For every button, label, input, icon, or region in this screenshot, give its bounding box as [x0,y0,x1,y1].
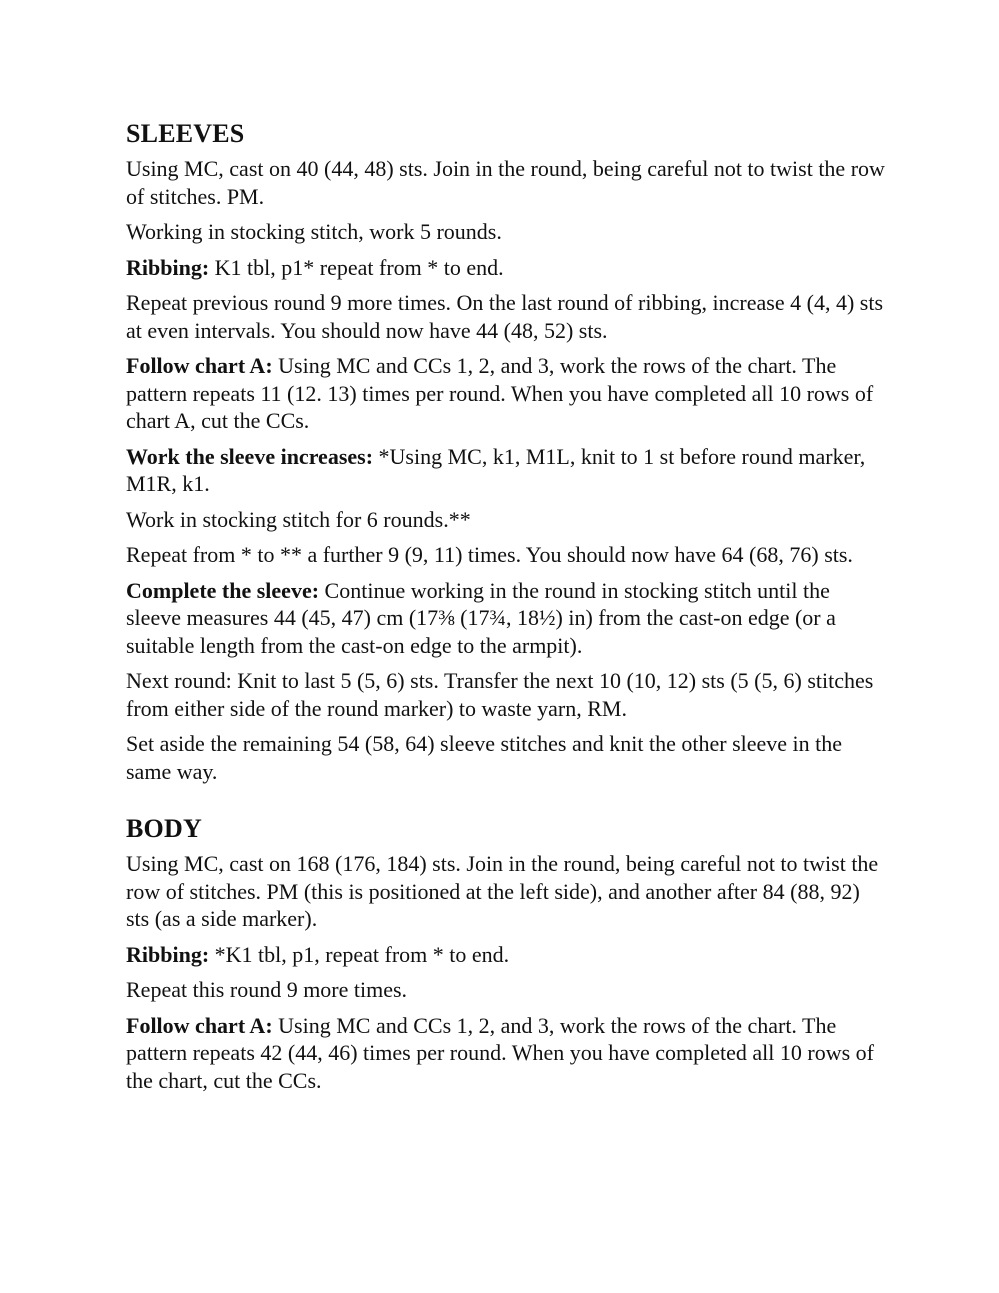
paragraph-lead: Ribbing: [126,254,210,280]
paragraph-text: *K1 tbl, p1, repeat from * to end. [209,941,510,967]
paragraph-text: K1 tbl, p1* repeat from * to end. [209,254,504,280]
paragraph-text: Using MC and CCs 1, 2, and 3, work the rows of the chart. The pattern repeats 42 (44, 46) times per round. When you have completed all 10 rows of the chart, cut the CCs. [126,1012,874,1093]
sleeves-paragraph-5 [126,352,886,435]
body-paragraph-1 [126,850,886,933]
document-page [126,117,886,1102]
sleeves-paragraph-7 [126,506,886,534]
sleeves-heading: SLEEVES [126,119,245,148]
body-paragraph-2 [126,941,886,969]
sleeves-paragraph-3 [126,254,886,282]
paragraph-text: *Using MC, k1, M1L, knit to 1 st before round marker, M1R, k1. [126,443,866,496]
paragraph-text: Using MC and CCs 1, 2, and 3, work the rows of the chart. The pattern repeats 11 (12. 13) times per round. When you have completed all 10 rows of chart A, cut the CCs. [126,353,874,433]
sleeves-paragraph-8 [126,541,886,569]
paragraph-lead: Follow chart A: [126,353,273,378]
paragraph-text: Working in stocking stitch, work 5 rounds. [126,219,502,244]
paragraph-text: Repeat previous round 9 more times. On the last round of ribbing, increase 4 (4, 4) sts at even intervals. You should now have 44 (48, 52) sts. [126,290,884,343]
body-heading: BODY [126,814,202,843]
sleeves-paragraph-9 [126,577,886,660]
paragraph-text: Using MC, cast on 168 (176, 184) sts. Join in the round, being careful not to twist the row of stitches. PM (this is positioned at the left side), and another after 84 (88, 92) sts (as a side marker). [126,851,879,931]
sleeves-paragraph-10 [126,667,886,722]
body-paragraph-3 [126,976,886,1004]
paragraph-lead: Follow chart A: [126,1012,273,1038]
paragraph-text: Next round: Knit to last 5 (5, 6) sts. Transfer the next 10 (10, 12) sts (5 (5, 6) stitches from either side of the round marker) to waste yarn, RM. [126,668,874,721]
sleeves-paragraph-4 [126,289,886,344]
sleeves-section [126,155,886,785]
sleeves-paragraph-2 [126,218,886,246]
sleeves-paragraph-11 [126,730,886,785]
paragraph-lead: Work the sleeve increases: [126,443,374,469]
paragraph-text: Continue working in the round in stocking stitch until the sleeve measures 44 (45, 47) cm (17⅜ (17¾, 18½) in) from the cast-on edge (or a suitable length from the cast-on edge to the armpit). [126,577,836,658]
paragraph-lead: Complete the sleeve: [126,577,320,603]
paragraph-text: Work in stocking stitch for 6 rounds.** [126,506,471,532]
body-paragraph-4 [126,1012,886,1095]
sleeves-paragraph-6 [126,443,886,498]
paragraph-text: Set aside the remaining 54 (58, 64) sleeve stitches and knit the other sleeve in the same way. [126,731,843,784]
paragraph-text: Repeat from * to ** a further 9 (9, 11) times. You should now have 64 (68, 76) sts. [126,542,853,567]
paragraph-text: Using MC, cast on 40 (44, 48) sts. Join in the round, being careful not to twist the row of stitches. PM. [126,156,885,209]
body-section [126,850,886,1094]
sleeves-paragraph-1 [126,155,886,210]
paragraph-text: Repeat this round 9 more times. [126,977,408,1002]
paragraph-lead: Ribbing: [126,941,210,967]
